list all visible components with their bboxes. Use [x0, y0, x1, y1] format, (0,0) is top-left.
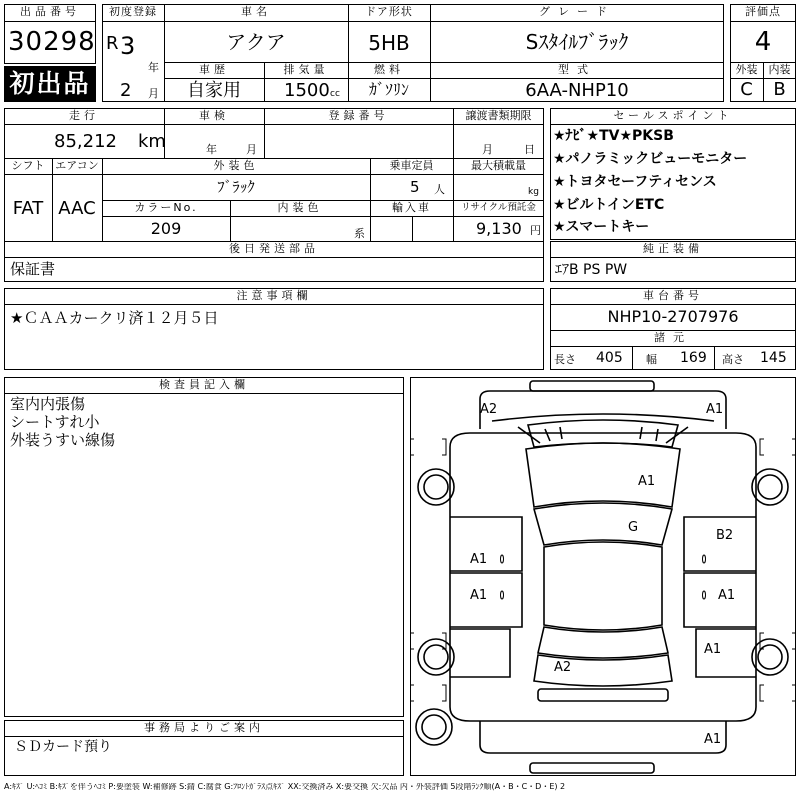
exterior-label: 外装 — [735, 63, 758, 76]
inspector-line-1: 室内内張傷 — [10, 395, 86, 413]
grade: Sｽﾀｲﾙﾌﾞﾗｯｸ — [525, 30, 629, 54]
width-label: 幅 — [646, 353, 657, 366]
height-label: 高さ — [722, 353, 744, 366]
damage-mark: G — [628, 520, 639, 535]
damage-mark: A1 — [704, 732, 722, 747]
damage-mark: A1 — [718, 588, 736, 603]
damage-mark: B2 — [716, 528, 734, 543]
mileage: 85,212 — [54, 131, 117, 152]
interior-label: 内装 — [768, 63, 791, 76]
damage-mark: A1 — [704, 642, 722, 657]
interior-color-unit: 系 — [354, 227, 365, 240]
fuel-label: 燃料 — [374, 63, 404, 76]
dimensions-label: 諸元 — [654, 331, 692, 344]
aircon-label: エアコン — [55, 159, 99, 172]
sales-point-3: ★トヨタセーフティセンス — [553, 174, 717, 190]
grade-label: グレード — [539, 5, 615, 18]
recycle-fee-label: リサイクル預託金 — [461, 202, 536, 213]
inspector-line-3: 外装うすい線傷 — [10, 431, 116, 449]
inspection-label: 車検 — [199, 109, 229, 122]
damage-mark: A1 — [470, 588, 488, 603]
recycle-fee-unit: 円 — [530, 224, 541, 237]
capacity: 5 — [410, 178, 420, 196]
damage-mark: A1 — [706, 402, 724, 417]
chassis-label: 車台番号 — [643, 289, 703, 302]
later-parts: 保証書 — [10, 260, 56, 278]
inspection-month-unit: 月 — [246, 143, 257, 156]
office-label: 事務局よりご案内 — [144, 721, 264, 734]
registration-month: 2 — [120, 80, 132, 101]
interior-grade: B — [773, 79, 786, 100]
score: 4 — [754, 27, 772, 57]
notes-label: 注意事項欄 — [236, 289, 312, 302]
registration-number-label: 登録番号 — [328, 109, 389, 122]
exterior-color-label: 外装色 — [213, 159, 259, 172]
import-label: 輸入車 — [392, 201, 431, 214]
capacity-unit: 人 — [434, 183, 445, 196]
displacement-label: 排気量 — [283, 63, 329, 76]
damage-mark: A2 — [554, 660, 572, 675]
door-type-label: ドア形状 — [365, 5, 413, 18]
history-label: 車歴 — [199, 63, 229, 76]
damage-mark: A1 — [470, 552, 488, 567]
aircon: AAC — [58, 198, 96, 219]
era: R — [106, 33, 119, 54]
office-note: ＳＤカード預り — [14, 739, 112, 755]
recycle-fee: 9,130 — [476, 219, 522, 238]
mileage-label: 走行 — [69, 109, 99, 122]
lot-number-label: 出品番号 — [20, 5, 80, 18]
model-label: 型式 — [558, 63, 596, 76]
score-label: 評価点 — [745, 5, 781, 18]
shift-label: シフト — [11, 159, 45, 172]
damage-mark: A1 — [638, 474, 656, 489]
damage-mark: A2 — [480, 402, 498, 417]
equipment: ｴｱB PS PW — [555, 262, 628, 278]
transfer-deadline-label: 譲渡書類期限 — [465, 109, 532, 122]
history: 自家用 — [187, 80, 241, 101]
mileage-unit: km — [138, 131, 166, 152]
door-type: 5HB — [368, 31, 410, 55]
max-load-unit: kg — [528, 187, 539, 197]
height: 145 — [760, 350, 787, 366]
sales-point-4: ★ビルトインETC — [553, 197, 665, 213]
capacity-label: 乗車定員 — [389, 159, 434, 172]
inspector-line-2: シートすれ小 — [10, 413, 100, 431]
shift: FAT — [12, 198, 44, 219]
displacement-unit: cc — [330, 89, 340, 99]
inspection-year-unit: 年 — [206, 143, 217, 156]
sales-points-label: セールスポイント — [613, 109, 733, 122]
exterior-grade: C — [740, 79, 753, 100]
year-unit: 年 — [148, 61, 159, 74]
sales-point-1: ★ﾅﾋﾞ★TV★PKSB — [553, 128, 674, 144]
color-number: 209 — [150, 219, 182, 238]
car-diagram — [410, 377, 796, 776]
transfer-month-unit: 月 — [482, 143, 493, 156]
notes: ★ＣＡＡカークリ済１２月５日 — [10, 309, 219, 327]
max-load-label: 最大積載量 — [471, 159, 526, 172]
later-parts-label: 後日発送部品 — [229, 242, 319, 255]
model: 6AA-NHP10 — [525, 80, 629, 101]
car-name: アクア — [226, 30, 286, 54]
lot-number: 30298 — [8, 27, 96, 57]
transfer-day-unit: 日 — [524, 143, 535, 156]
interior-color-label: 内装色 — [277, 201, 323, 214]
length-label: 長さ — [554, 353, 576, 366]
width: 169 — [680, 350, 707, 366]
car-name-label: 車名 — [241, 5, 271, 18]
legend: A:ｷｽﾞ U:ﾍｺﾐ B:ｷｽﾞを伴うﾍｺﾐ P:要塗装 W:補修跡 S:錆 C:腐食 G:ﾌﾛﾝﾄｶﾞﾗｽ点ｷｽﾞ XX:交換済み X:要交換 欠:欠品 内・外装評価 5段階ﾗﾝｸ順(A・B・C・D・E) 2 — [4, 783, 566, 791]
sales-point-5: ★スマートキー — [553, 219, 650, 235]
color-number-label: カラーNo. — [134, 201, 198, 214]
first-registration-label: 初度登録 — [109, 5, 157, 18]
length: 405 — [596, 350, 623, 366]
equipment-label: 純正装備 — [643, 242, 703, 255]
displacement: 1500 — [284, 80, 330, 101]
exterior-color: ﾌﾞﾗｯｸ — [217, 178, 255, 196]
inspector-label: 検査員記入欄 — [159, 378, 249, 391]
chassis-number: NHP10-2707976 — [607, 307, 739, 326]
fuel: ｶﾞｿﾘﾝ — [368, 80, 409, 99]
registration-year: 3 — [120, 32, 136, 60]
first-listing-badge: 初出品 — [4, 66, 96, 102]
month-unit: 月 — [148, 87, 159, 100]
sales-point-2: ★パノラミックビューモニター — [553, 151, 748, 167]
